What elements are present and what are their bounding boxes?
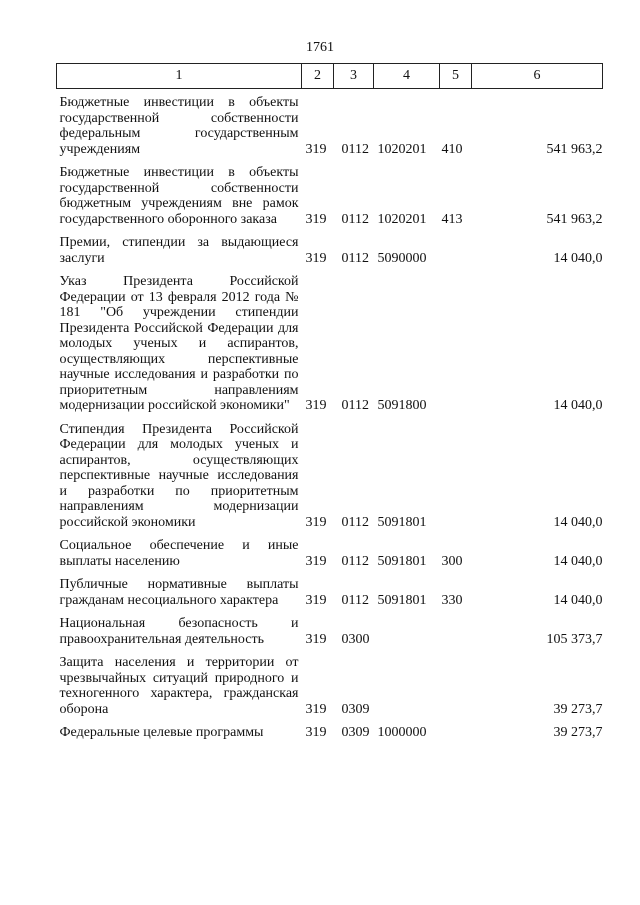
- row-amount: 14 040,0: [553, 592, 603, 608]
- row-section-code: 0112: [341, 514, 369, 530]
- header-cell-2: 2: [302, 64, 334, 89]
- row-expense-type: 410: [441, 141, 463, 157]
- row-amount: 14 040,0: [553, 514, 603, 530]
- budget-table: [56, 63, 603, 743]
- row-description: Стипендия Президента Российской Федерации для молодых ученых и аспирантов, осуществляющих перспективные научные исследования и разработки по приоритетным направлениям модернизации российской экономики: [59, 421, 299, 530]
- row-article-code: 1000000: [377, 725, 427, 740]
- row-amount: 14 040,0: [553, 398, 603, 413]
- row-section-code: 0309: [341, 725, 370, 740]
- row-article-code: 5091800: [377, 398, 427, 413]
- row-article-code: 1020201: [377, 211, 427, 227]
- table-body: [57, 89, 603, 743]
- table-row: [57, 229, 603, 268]
- row-ministry-code: 319: [305, 553, 327, 569]
- row-description: Бюджетные инвестиции в объекты государственной собственности бюджетным учреждениям вне рамок государственного оборонного заказа: [59, 165, 299, 227]
- row-amount: 39 273,7: [553, 725, 603, 740]
- row-expense-type: [440, 610, 472, 649]
- row-amount: 14 040,0: [553, 250, 603, 266]
- row-expense-type: [440, 268, 472, 416]
- table-row: [57, 159, 603, 229]
- header-cell-5: 5: [440, 64, 472, 89]
- row-ministry-code: 319: [305, 250, 327, 266]
- header-row: [57, 64, 603, 89]
- row-amount: 541 963,2: [546, 211, 603, 227]
- row-ministry-code: 319: [305, 701, 327, 717]
- row-description: Бюджетные инвестиции в объекты государственной собственности федеральным государственным учреждениям: [59, 95, 299, 157]
- row-description: Премии, стипендии за выдающиеся заслуги: [59, 235, 299, 266]
- table-row: [57, 416, 603, 533]
- row-ministry-code: 319: [305, 398, 327, 413]
- row-description: Федеральные целевые программы: [59, 725, 264, 740]
- row-amount: 39 273,7: [553, 701, 603, 717]
- row-amount: 541 963,2: [546, 141, 603, 157]
- row-article-code: 5091801: [377, 553, 427, 569]
- row-expense-type: 300: [441, 553, 463, 569]
- header-cell-6: 6: [472, 64, 603, 89]
- row-section-code: 0112: [341, 592, 369, 608]
- row-ministry-code: 319: [305, 592, 327, 608]
- table-row: [57, 268, 603, 416]
- row-description: Публичные нормативные выплаты гражданам несоциального характера: [59, 577, 299, 608]
- row-article-code: 1020201: [377, 141, 427, 157]
- page-number: 1761: [306, 40, 334, 55]
- row-expense-type: [440, 719, 472, 743]
- row-description: Социальное обеспечение и иные выплаты населению: [59, 538, 299, 569]
- row-article-code: [374, 649, 440, 719]
- row-ministry-code: 319: [305, 211, 327, 227]
- row-expense-type: [440, 416, 472, 533]
- row-expense-type: 330: [441, 592, 463, 608]
- row-expense-type: 413: [441, 211, 463, 227]
- row-article-code: 5091801: [377, 514, 427, 530]
- row-ministry-code: 319: [305, 141, 327, 157]
- row-article-code: 5091801: [377, 592, 427, 608]
- table-row: [57, 89, 603, 160]
- row-section-code: 0309: [341, 701, 370, 717]
- row-section-code: 0112: [341, 250, 369, 266]
- table-row: [57, 649, 603, 719]
- row-ministry-code: 319: [305, 725, 327, 740]
- table-row: [57, 571, 603, 610]
- row-section-code: 0112: [341, 398, 369, 413]
- row-ministry-code: 319: [305, 631, 327, 647]
- row-section-code: 0112: [341, 553, 369, 569]
- row-section-code: 0300: [341, 631, 370, 647]
- row-description: Национальная безопасность и правоохранительная деятельность: [59, 616, 299, 647]
- row-amount: 105 373,7: [546, 631, 603, 647]
- row-description: Защита населения и территории от чрезвычайных ситуаций природного и техногенного характера, гражданская оборона: [59, 655, 299, 717]
- table-row: [57, 719, 603, 743]
- table-row: [57, 610, 603, 649]
- header-cell-1: 1: [57, 64, 302, 89]
- row-description: Указ Президента Российской Федерации от 13 февраля 2012 года № 181 "Об учреждении стипендии Президента Российской Федерации для молодых ученых и аспирантов, осуществляющих перспективные научные исследования и разработки по приоритетным направлениям модернизации российской экономики": [59, 274, 299, 413]
- row-expense-type: [440, 649, 472, 719]
- row-article-code: 5090000: [377, 250, 427, 266]
- table-row: [57, 532, 603, 571]
- row-amount: 14 040,0: [553, 553, 603, 569]
- row-article-code: [374, 610, 440, 649]
- row-section-code: 0112: [341, 141, 369, 157]
- row-ministry-code: 319: [305, 514, 327, 530]
- header-cell-3: 3: [334, 64, 374, 89]
- row-section-code: 0112: [341, 211, 369, 227]
- row-expense-type: [440, 229, 472, 268]
- header-cell-4: 4: [374, 64, 440, 89]
